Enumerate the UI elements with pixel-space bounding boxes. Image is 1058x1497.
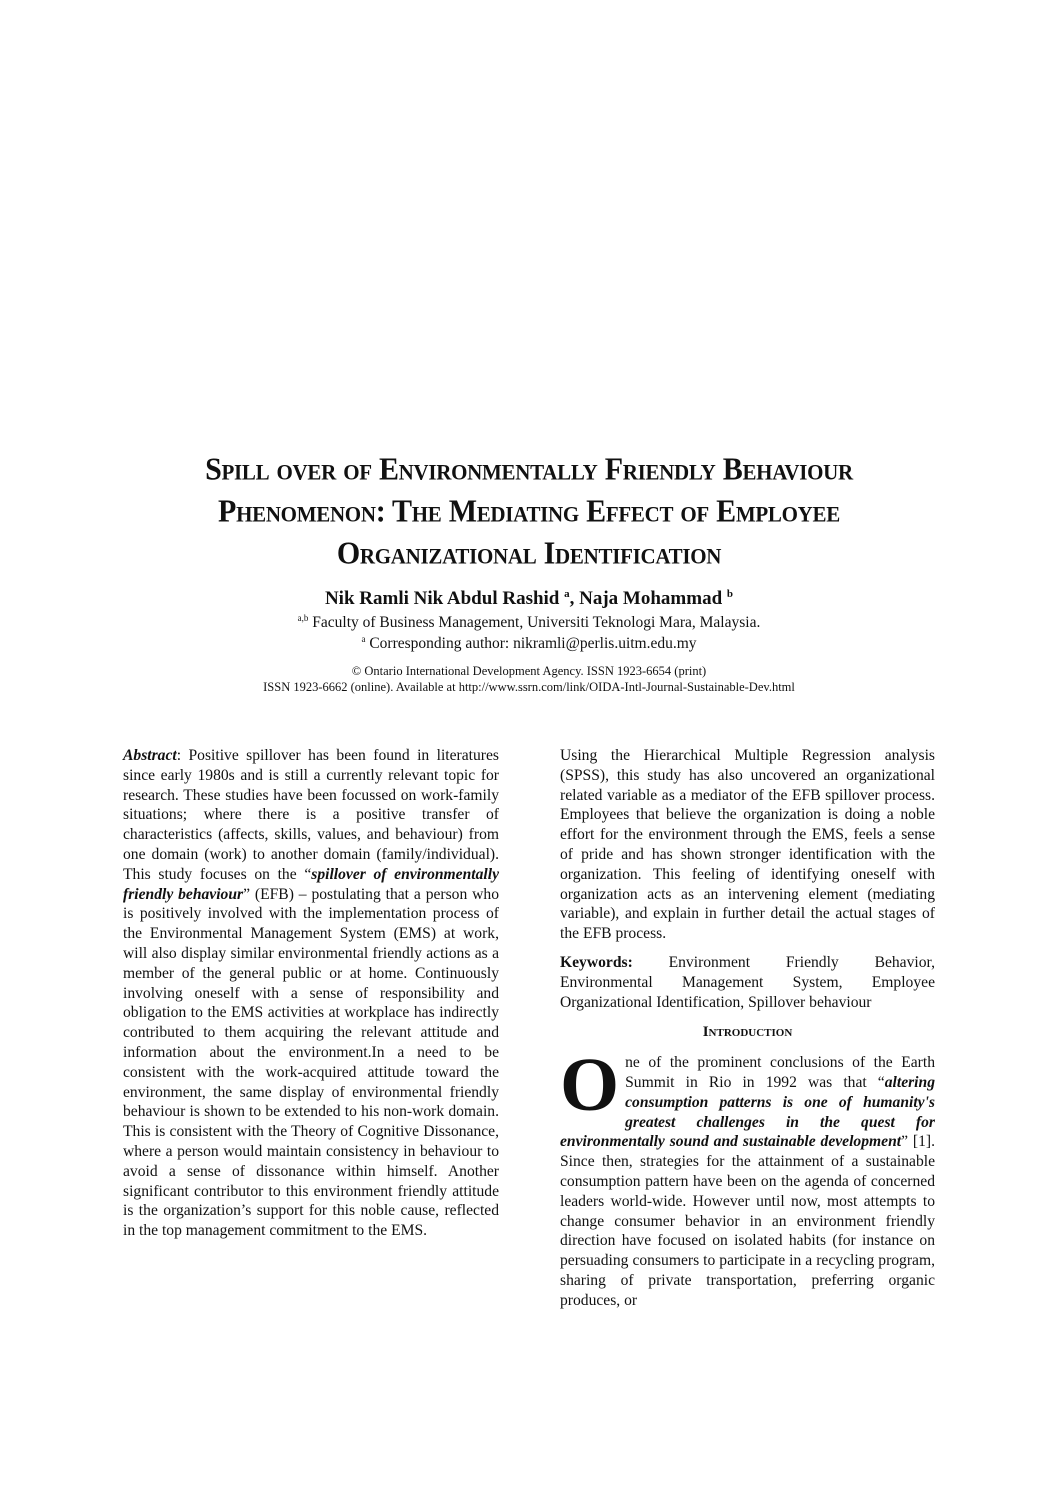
- paper-title: [120, 449, 938, 575]
- author-list: [120, 582, 938, 611]
- title-line-1: Spill over of Environmentally Friendly Behaviour: [205, 452, 853, 487]
- corresponding-superscript: a: [361, 634, 366, 644]
- abstract-continued: Using the Hierarchical Multiple Regression analysis (SPSS), this study has also uncovered an organizational related variable as a mediator of the EFB spillover process. Employees that believe the organization is doing a noble effort for the environment through the EMS, feels a sense of pride and has shown stronger identification with the organization. This feeling of identifying oneself with organization acts as an intervening element (mediating variable), and explain in further detail the actual stages of the EFB process.: [560, 747, 935, 943]
- corresponding-author: [120, 629, 938, 654]
- abstract-text-2: ” (EFB) – postulating that a person who is positively involved with the implementation process of the Environmental Management System (EMS) at work, will also display similar environmental friendly actions as a member of the general public or at home. Continuously involving oneself with a sense of responsibility and obligation to the EMS activities at workplace has indirectly contributed to them acquiring the relevant attitude and information about the environment.In a need to be consistent with the work-acquired attitude toward the environment, the same display of environmental friendly behaviour is shown to be extended to his non-work domain. This is consistent with the Theory of Cognitive Dissonance, where a person would maintain consistency in behaviour to avoid a sense of dissonance within himself. Another significant contributor to this environment friendly attitude is the organization’s support for this noble cause, reflected in the top management commitment to the EMS.: [123, 885, 500, 1240]
- affiliation-superscript: a,b: [297, 613, 309, 623]
- intro-italic-quote: altering consumption patterns is one of humanity's greatest challenges in the quest for environmentally sound and sustainable development: [560, 1073, 935, 1151]
- author-superscript: b: [726, 588, 734, 600]
- left-column: [123, 746, 499, 1241]
- section-heading-introduction: Introduction: [702, 1024, 793, 1041]
- author-superscript: a: [564, 588, 570, 600]
- keywords-paragraph: [560, 953, 935, 1012]
- publication-info-line-1: © Ontario International Development Agency. ISSN 1923-6654 (print): [351, 664, 707, 678]
- title-line-2: Phenomenon: The Mediating Effect of Employee: [218, 494, 840, 529]
- intro-text-2: ” [1]. Since then, strategies for the attainment of a sustainable consumption pattern have been on the agenda of concerned leaders world-wide. However until now, most attempts to change consumer behavior in an environment friendly direction have focused on isolated habits (for instance on persuading consumers to participate in a recycling program, sharing of private transportation, preferring organic produces, or: [560, 1133, 935, 1309]
- affiliation-text: Faculty of Business Management, Universiti Teknologi Mara, Malaysia.: [312, 614, 761, 631]
- keywords-label: Keywords:: [560, 953, 633, 971]
- abstract-text-1: Positive spillover has been found in literatures since early 1980s and is still a currently relevant topic for research. These studies have been focussed on work-family situations; where there is a positive transfer of characteristics (affects, skills, values, and behaviour) from one domain (work) to another domain (family/individual). This study focuses on the “: [123, 747, 499, 883]
- drop-cap: O: [560, 1043, 620, 1128]
- right-column: [560, 746, 935, 1311]
- abstract-colon: :: [176, 747, 182, 764]
- author-separator: ,: [569, 588, 580, 609]
- publication-info-line-2: ISSN 1923-6662 (online). Available at http://www.ssrn.com/link/OIDA-Intl-Journal-Sustainable-Dev.html: [263, 680, 795, 694]
- author-name: Nik Ramli Nik Abdul Rashid: [324, 588, 560, 609]
- title-line-3: Organizational Identification: [336, 536, 722, 571]
- author-name: Naja Mohammad: [579, 588, 723, 609]
- abstract-italic-term: spillover of environmentally friendly behaviour: [123, 865, 499, 903]
- abstract-label: Abstract: [123, 747, 177, 764]
- abstract-paragraph: [123, 746, 499, 1241]
- intro-text-1: ne of the prominent conclusions of the Earth Summit in Rio in 1992 was that “: [625, 1054, 935, 1091]
- keywords-text: Environment Friendly Behavior, Environmental Management System, Employee Organizational Identification, Spillover behaviour: [560, 953, 935, 1011]
- corresponding-text: Corresponding author: nikramli@perlis.uitm.edu.my: [369, 635, 697, 652]
- introduction-paragraph: [560, 1043, 935, 1310]
